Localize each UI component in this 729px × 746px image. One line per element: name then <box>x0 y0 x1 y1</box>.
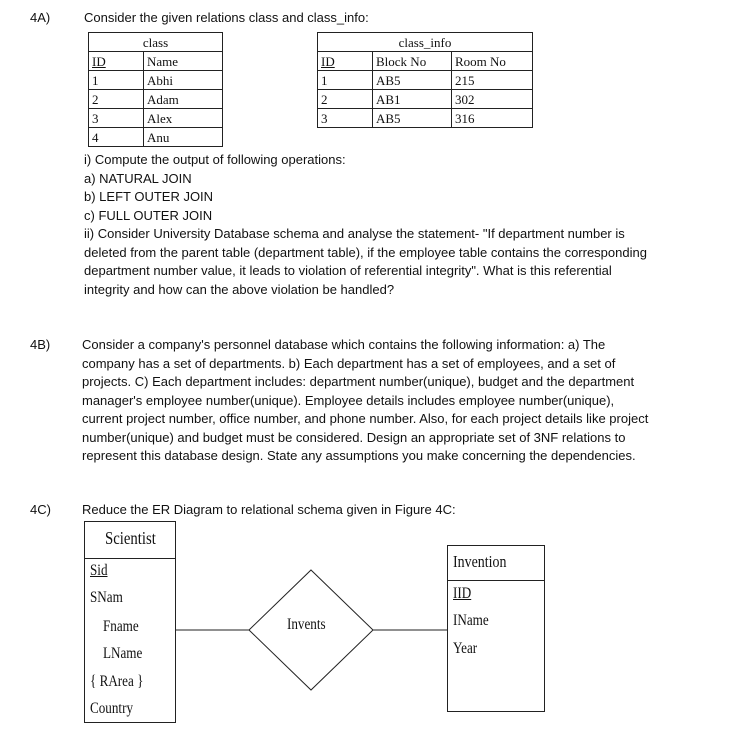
invents-label: Invents <box>287 616 326 633</box>
invention-title: Invention <box>453 552 507 571</box>
cell-block: AB5 <box>373 71 452 90</box>
question-4a-intro: Consider the given relations class and class_info: <box>84 10 369 25</box>
cell-id: 4 <box>89 128 144 147</box>
class-table-caption: class <box>89 33 223 52</box>
text-line: ii) Consider University Database schema and analyse the statement- "If department number is <box>84 226 625 241</box>
text-line: represent this database design. State any assumptions you make concerning the dependencies. <box>82 448 636 463</box>
cell-id: 2 <box>318 90 373 109</box>
cell-id: 1 <box>318 71 373 90</box>
text-line: projects. C) Each department includes: department number(unique), budget and the department <box>82 374 635 389</box>
scientist-attr-lname: LName <box>103 645 143 662</box>
cell-id: 3 <box>89 109 144 128</box>
text-line: number(unique) and budget must be considered. Design an appropriate set of 3NF relations to <box>82 429 626 445</box>
cell-id: 1 <box>89 71 144 90</box>
scientist-attr-fname: Fname <box>103 618 139 635</box>
text-line: department number value, it leads to violation of referential integrity". What is this referential <box>84 263 612 278</box>
scientist-key-sid: Sid <box>90 562 108 579</box>
invention-attr-iname: IName <box>453 612 489 629</box>
scientist-entity <box>84 521 176 723</box>
invention-title-cell <box>448 546 544 581</box>
text-line: b) LEFT OUTER JOIN <box>84 189 214 204</box>
text-line: manager's employee number(unique). Employee details includes employee number(unique), <box>82 392 615 408</box>
text-line: c) FULL OUTER JOIN <box>84 207 213 223</box>
cell-id: 2 <box>89 90 144 109</box>
text-line: i) Compute the output of following operations: <box>84 152 346 167</box>
class-table-header-id: ID <box>89 52 144 71</box>
scientist-attr-rarea: { RArea } <box>90 673 144 690</box>
cell-name: Anu <box>144 128 223 147</box>
class-table-header-name: Name <box>144 52 223 71</box>
cell-block: AB1 <box>373 90 452 109</box>
class-info-header-block: Block No <box>373 52 452 71</box>
text-line: deleted from the parent table (department table), if the employee table contains the corresponding <box>84 244 647 260</box>
cell-name: Adam <box>144 90 223 109</box>
question-4b-label: 4B) <box>30 337 51 352</box>
invention-entity <box>447 545 545 712</box>
text-line: company has a set of departments. b) Each department has a set of employees, and a set of <box>82 355 616 371</box>
text-line: Consider a company's personnel database which contains the following information: a) The <box>82 337 606 352</box>
text-line: a) NATURAL JOIN <box>84 170 192 186</box>
question-4c-label: 4C) <box>30 502 51 517</box>
scientist-attr-snam: SNam <box>90 589 123 606</box>
cell-room: 302 <box>452 90 533 109</box>
cell-room: 316 <box>452 109 533 128</box>
cell-id: 3 <box>318 109 373 128</box>
question-4c-intro: Reduce the ER Diagram to relational schema given in Figure 4C: <box>82 502 456 517</box>
class-info-table-caption: class_info <box>318 33 533 52</box>
cell-name: Abhi <box>144 71 223 90</box>
cell-room: 215 <box>452 71 533 90</box>
class-info-header-room: Room No <box>452 52 533 71</box>
cell-name: Alex <box>144 109 223 128</box>
question-4a-label: 4A) <box>30 10 51 25</box>
invention-key-iid: IID <box>453 585 472 602</box>
text-line: current project number, office number, and phone number. Also, for each project details like project <box>82 411 649 426</box>
scientist-attr-country: Country <box>90 700 134 717</box>
scientist-title-cell <box>85 522 175 559</box>
text-line: integrity and how can the above violation be handled? <box>84 281 395 297</box>
scientist-title: Scientist <box>105 528 156 548</box>
invention-attr-year: Year <box>453 640 478 657</box>
cell-block: AB5 <box>373 109 452 128</box>
class-info-header-id: ID <box>318 52 373 71</box>
